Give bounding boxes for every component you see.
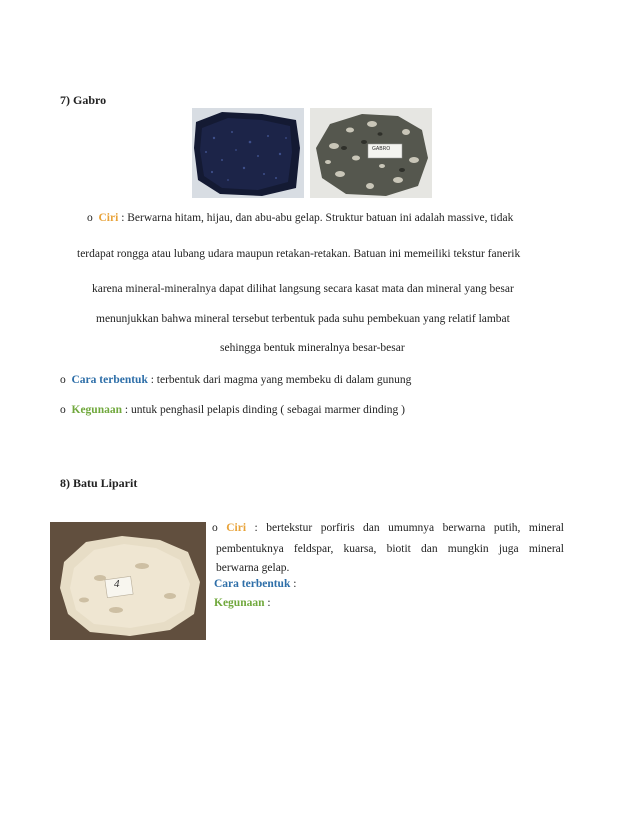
gabro-photo-dark <box>192 108 304 198</box>
cara-label: Cara terbentuk <box>71 374 148 386</box>
word: berwarna <box>442 522 486 534</box>
gabro-cara-terbentuk <box>60 374 411 386</box>
gabro-ciri-line-5: sehingga bentuk mineralnya besar-besar <box>220 342 405 354</box>
section-7-heading: 7) Gabro <box>60 93 107 107</box>
word: mineral <box>528 522 564 534</box>
ciri-label: Ciri <box>226 522 247 534</box>
word: porfiris <box>320 522 355 534</box>
word: putih, <box>493 522 521 534</box>
word: bertekstur <box>266 522 313 534</box>
bullet: o <box>212 522 218 534</box>
word: dan <box>363 522 380 534</box>
gabro-kegunaan <box>60 404 405 416</box>
gabro-ciri-line-1 <box>87 212 513 224</box>
kegunaan-text: : untuk penghasil pelapis dinding ( sebagai marmer dinding ) <box>124 404 405 416</box>
liparit-ciri-line-3: berwarna gelap. <box>216 562 290 574</box>
liparit-photo <box>50 522 206 640</box>
liparit-cara-terbentuk <box>214 578 296 590</box>
bullet: o <box>60 374 66 386</box>
liparit-ciri-line-1 <box>212 522 564 534</box>
word: kuarsa, <box>343 543 377 555</box>
ciri-label: Ciri <box>98 212 119 224</box>
word: umumnya <box>388 522 435 534</box>
section-8-heading: 8) Batu Liparit <box>60 476 138 490</box>
kegunaan-label: Kegunaan <box>214 597 265 609</box>
ciri-text: : Berwarna hitam, hijau, dan abu-abu gelap. Struktur batuan ini adalah massive, tidak <box>121 212 514 224</box>
word: mineral <box>528 543 564 555</box>
kegunaan-label: Kegunaan <box>71 404 122 416</box>
word: pembentuknya <box>216 543 284 555</box>
gabro-photo-speckled <box>310 108 432 198</box>
liparit-photo-label: 4 <box>114 578 120 590</box>
liparit-kegunaan <box>214 597 271 609</box>
word: juga <box>498 543 519 555</box>
word: dan <box>421 543 438 555</box>
gabro-ciri-line-4: menunjukkan bahwa mineral tersebut terbentuk pada suhu pembekuan yang relatif lambat <box>96 313 510 325</box>
cara-label: Cara terbentuk <box>214 578 291 590</box>
gabro-photo-label: GABRO <box>372 146 391 152</box>
word: mungkin <box>447 543 489 555</box>
cara-text: : terbentuk dari magma yang membeku di dalam gunung <box>150 374 412 386</box>
cara-text: : <box>293 578 297 590</box>
liparit-ciri-line-2 <box>216 543 564 555</box>
bullet: o <box>60 404 66 416</box>
gabro-ciri-line-2: terdapat rongga atau lubang udara maupun retakan-retakan. Batuan ini memeiliki tekstur fanerik <box>77 248 521 260</box>
kegunaan-text: : <box>267 597 271 609</box>
bullet: o <box>87 212 93 224</box>
word: biotit <box>386 543 411 555</box>
word: feldspar, <box>293 543 334 555</box>
word: : <box>254 522 258 534</box>
gabro-ciri-line-3: karena mineral-mineralnya dapat dilihat langsung secara kasat mata dan mineral yang besar <box>92 283 514 295</box>
